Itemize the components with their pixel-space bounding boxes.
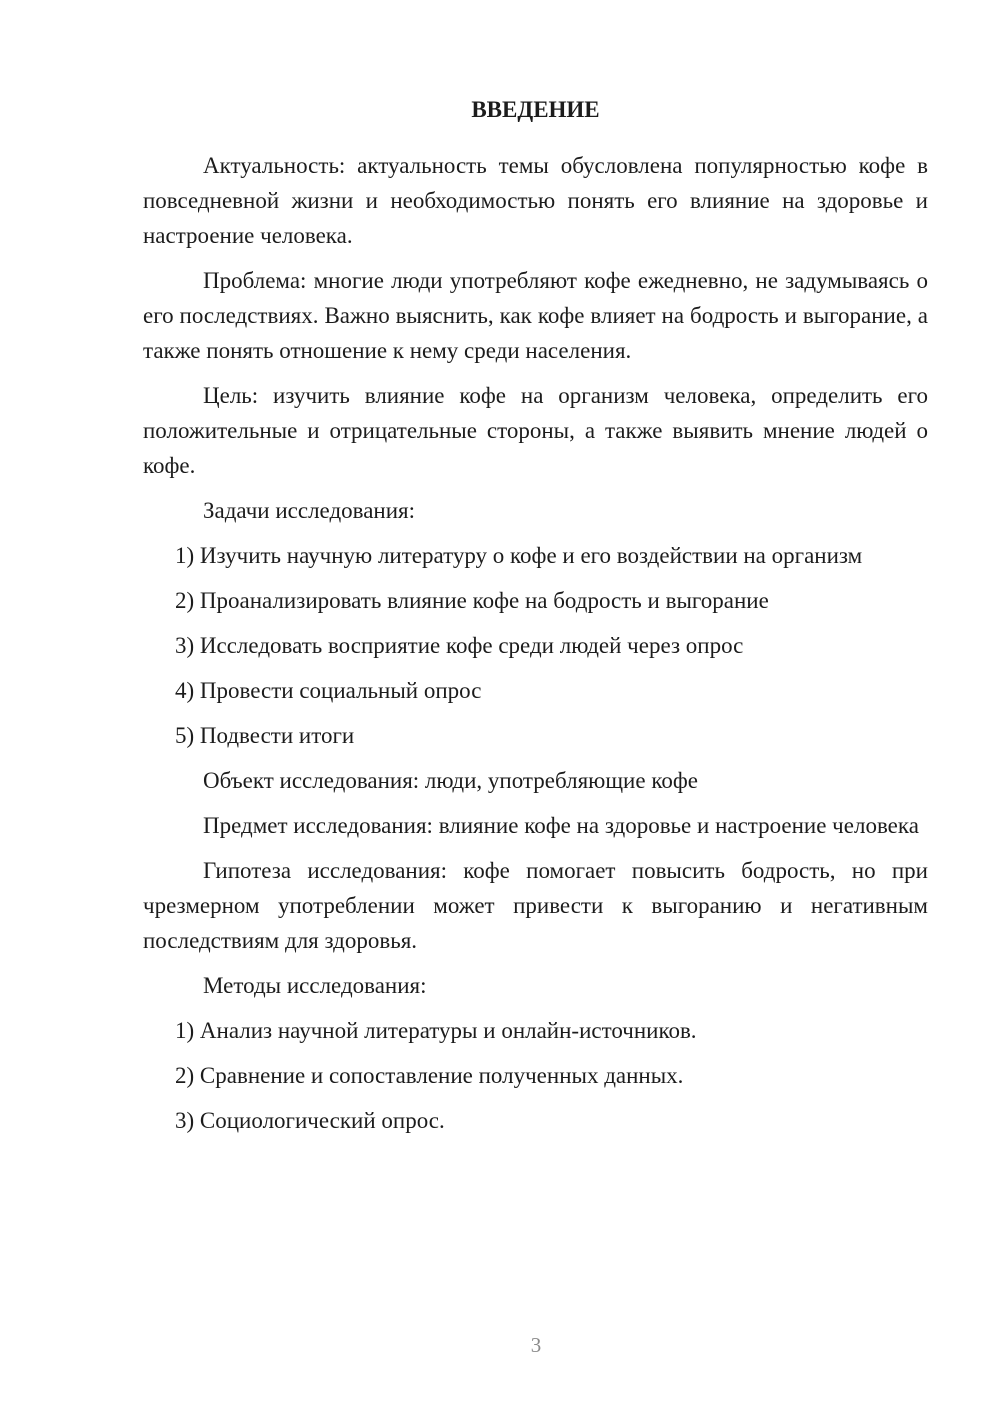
methods-list <box>143 1013 928 1138</box>
relevance-paragraph: Актуальность: актуальность темы обусловлена популярностью кофе в повседневной жизни и необходимостью понять его влияние на здоровье и настроение человека. <box>143 153 928 248</box>
task-item: 3) Исследовать восприятие кофе среди людей через опрос <box>175 633 744 658</box>
method-item: 1) Анализ научной литературы и онлайн-источников. <box>175 1018 697 1043</box>
tasks-title: Задачи исследования: <box>203 498 416 523</box>
subject-paragraph: Предмет исследования: влияние кофе на здоровье и настроение человека <box>203 813 919 838</box>
tasks-list <box>143 538 928 753</box>
task-item: 4) Провести социальный опрос <box>175 678 482 703</box>
task-item: 2) Проанализировать влияние кофе на бодрость и выгорание <box>175 588 769 613</box>
document-page <box>143 94 928 1148</box>
method-item: 2) Сравнение и сопоставление полученных данных. <box>175 1063 684 1088</box>
page-number: 3 <box>530 1333 542 1357</box>
task-item: 1) Изучить научную литературу о кофе и его воздействии на организм <box>175 543 863 568</box>
task-item: 5) Подвести итоги <box>175 723 355 748</box>
document-heading: ВВЕДЕНИЕ <box>471 97 600 122</box>
hypothesis-paragraph: Гипотеза исследования: кофе помогает повысить бодрость, но при чрезмерном употреблении может привести к выгоранию и негативным последствиям для здоровья. <box>143 858 928 953</box>
methods-title: Методы исследования: <box>203 973 427 998</box>
goal-paragraph: Цель: изучить влияние кофе на организм человека, определить его положительные и отрицательные стороны, а также выявить мнение людей о кофе. <box>143 383 928 478</box>
object-line: Объект исследования: люди, употребляющие кофе <box>203 768 698 793</box>
problem-paragraph: Проблема: многие люди употребляют кофе ежедневно, не задумываясь о его последствиях. Важно выяснить, как кофе влияет на бодрость и выгорание, а также понять отношение к нему среди населения. <box>143 268 928 363</box>
method-item: 3) Социологический опрос. <box>175 1108 445 1133</box>
